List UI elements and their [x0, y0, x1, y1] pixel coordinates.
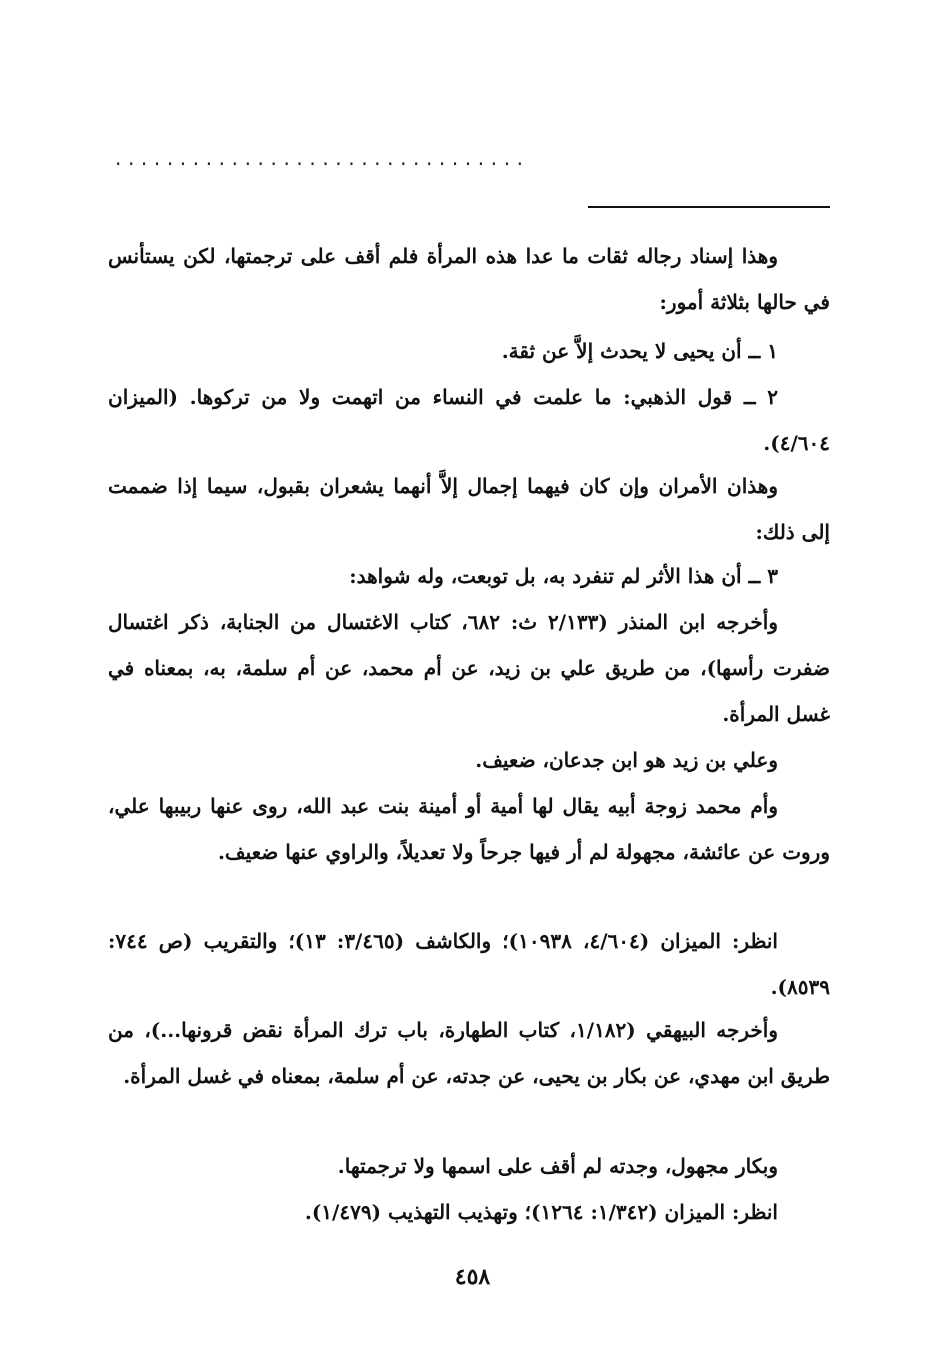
- paragraph-text: انظر: الميزان (١/٣٤٢: ١٢٦٤)؛ وتهذيب التهذيب (١/٤٧٩).: [304, 1200, 778, 1224]
- paragraph-ibn-almundhir: [108, 599, 830, 737]
- paragraph-isnad: [108, 233, 830, 325]
- paragraph-bayhaqi: [108, 1007, 830, 1099]
- paragraph-umm-muhammad: [108, 783, 830, 875]
- item-one: [108, 328, 830, 374]
- paragraph-ali-bin-zaid: [108, 737, 830, 783]
- paragraph-two-matters: [108, 463, 830, 555]
- paragraph-references-one: [108, 918, 830, 1010]
- paragraph-text: ٢ ــ قول الذهبي: ما علمت في النساء من اتهمت ولا من تركوها. (الميزان ٤/٦٠٤).: [108, 385, 830, 455]
- paragraph-text: ٣ ــ أن هذا الأثر لم تنفرد به، بل توبعت، وله شواهد:: [349, 564, 778, 588]
- paragraph-text: ١ ــ أن يحيى لا يحدث إلاَّ عن ثقة.: [501, 339, 778, 363]
- paragraph-text: وبكار مجهول، وجدته لم أقف على اسمها ولا ترجمتها.: [337, 1154, 778, 1178]
- paragraph-bakkar: [108, 1143, 830, 1189]
- paragraph-text: وأخرجه البيهقي (١/١٨٢، كتاب الطهارة، باب ترك المرأة نقض قرونها...)، من طريق ابن مهدي، عن بكار بن يحيى، عن جدته، عن أم سلمة، بمعناه في غسل المرأة.: [108, 1018, 830, 1088]
- item-three: [108, 553, 830, 599]
- paragraph-text: وعلي بن زيد هو ابن جدعان، ضعيف.: [475, 748, 778, 772]
- paragraph-references-two: [108, 1189, 830, 1235]
- footnote-rule: [588, 206, 830, 208]
- paragraph-text: وهذا إسناد رجاله ثقات ما عدا هذه المرأة فلم أقف على ترجمتها، لكن يستأنس في حالها بثلاثة أمور:: [108, 244, 830, 314]
- paragraph-text: وأخرجه ابن المنذر (٢/١٣٣ ث: ٦٨٢، كتاب الاغتسال من الجنابة، ذكر اغتسال ضفرت رأسها)، من طريق علي بن زيد، عن أم محمد، عن أم سلمة، به، بمعناه في غسل المرأة.: [108, 610, 830, 726]
- dotted-separator: ................................: [115, 146, 530, 170]
- paragraph-text: انظر: الميزان (٤/٦٠٤، ١٠٩٣٨)؛ والكاشف (٣/٤٦٥: ١٣)؛ والتقريب (ص ٧٤٤: ٨٥٣٩).: [108, 929, 830, 999]
- paragraph-text: وهذان الأمران وإن كان فيهما إجمال إلاَّ أنهما يشعران بقبول، سيما إذا ضممت إلى ذلك:: [108, 474, 830, 544]
- item-two: [108, 374, 830, 466]
- paragraph-text: وأم محمد زوجة أبيه يقال لها أمية أو أمينة بنت عبد الله، روى عنها ربيبها علي، وروت عن عائشة، مجهولة لم أر فيها جرحاً ولا تعديلاً، والراوي عنها ضعيف.: [108, 794, 830, 864]
- page-number: ٤٥٨: [454, 1264, 491, 1290]
